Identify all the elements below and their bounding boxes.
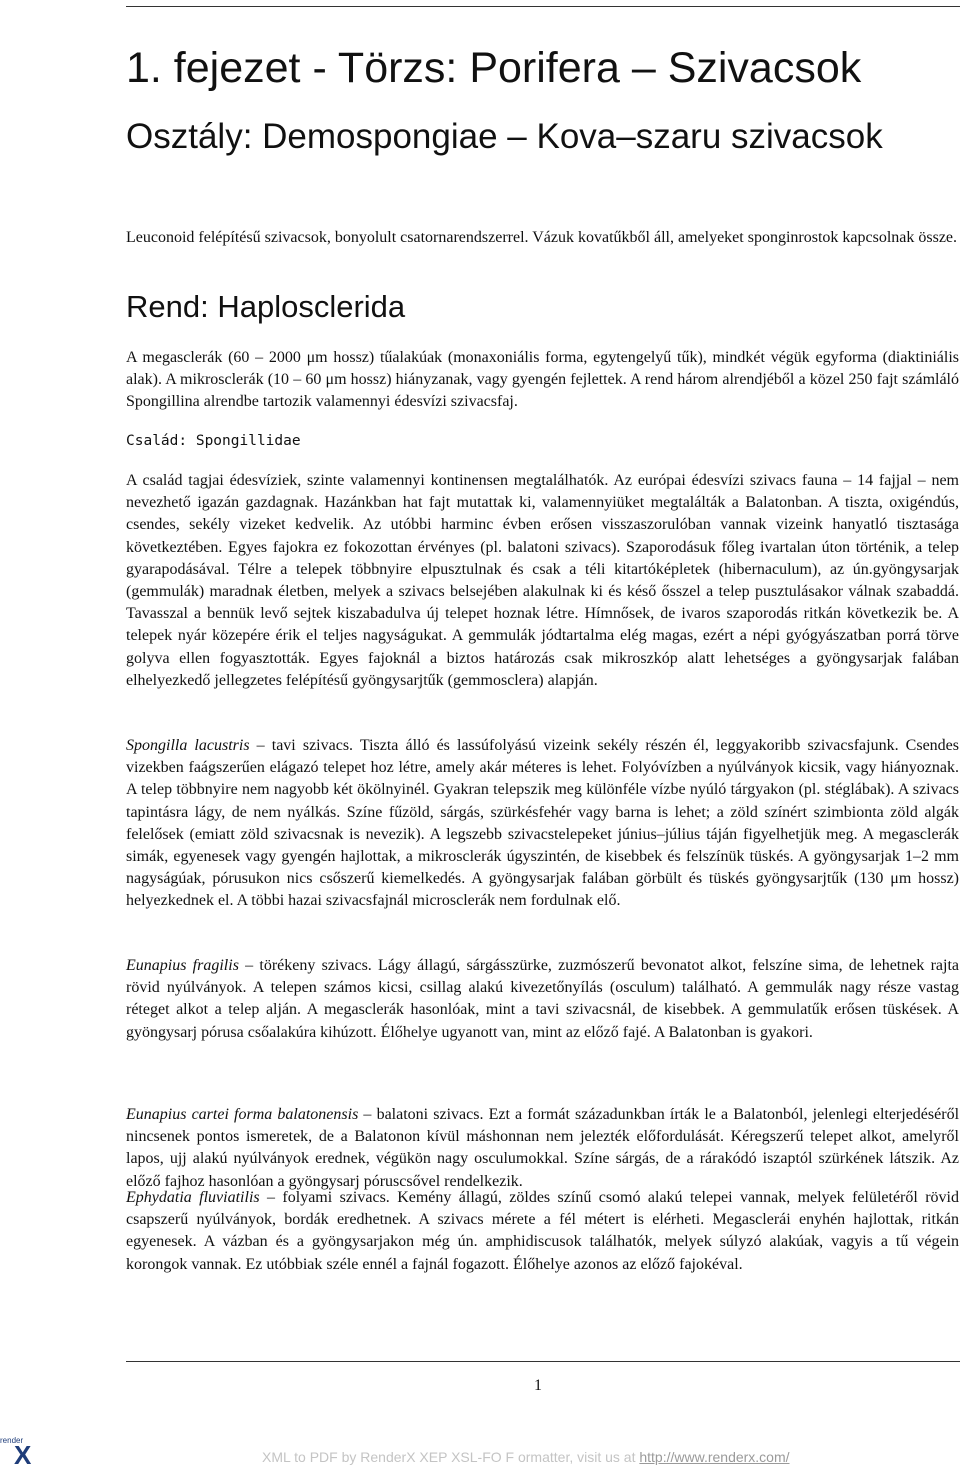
footer-credit (262, 1448, 790, 1466)
species-description: – folyami szivacs. Kemény állagú, zöldes színű csomó alakú telepei vannak, melyek felületéről rövid csapszerű nyúlványok, bordák eredhetnek. A szivacs mérete a fél métert is elérheti. Megasclerái enyhén hajlottak, ritkán egyenesek. A vázban és a gyöngysarjakon még ún. amphidiscusok találhatók, melyek súlyzó alakúak, vagyis a tű végein korongok vannak. Ez utóbbiak széle ennél a fajnál fogazott. Élőhelye azonos az előző fajokéval. (126, 1189, 959, 1273)
class-title: Osztály: Demospongiae – Kova–szaru szivacsok (126, 117, 883, 156)
species-name: Eunapius cartei (126, 1106, 229, 1123)
chapter-title: 1. fejezet - Törzs: Porifera – Szivacsok (126, 44, 862, 92)
species-name: Ephydatia fluviatilis (126, 1189, 260, 1206)
species-name: Eunapius fragilis (126, 957, 239, 974)
species-description: – törékeny szivacs. Lágy állagú, sárgásszürke, zuzmószerű bevonatot alkot, felszíne sima, de lehetnek rajta rövid nyúlványok. A telepen számos kicsi, csillag alakú kivezetőnyílás (osculum) található. A gemmulák nagy része vastag réteget alkot a telep alján. A megasclerák hasonlóak, mint a tavi szivacsnál, de kisebbek. A gemmulatűk erősen tüskések. A gyöngysarj pórusa csőalakúra kihúzott. Élőhelye ugyanott van, mint az előző fajé. A Balatonban is gyakori. (126, 957, 959, 1041)
footer-link[interactable]: http://www.renderx.com/ (639, 1449, 790, 1465)
renderx-logo (0, 1434, 44, 1465)
species-description: – tavi szivacs. Tiszta álló és lassúfolyású vizeink sekély részén él, leggyakoribb szivacsfajunk. Csendes vizekben faágszerűen elágazó telepet hoz létre, amely akár méteres is lehet. Folyóvízben a nyúlványok kicsik, vagy hiányoznak. A telep többnyire nem nagyobb két ökölnyinél. Gyakran telepszik meg különféle vízbe nyúló tárgyakon (pl. stéglábak). A szivacs tapintásra lágy, de nem nyálkás. Színe fűzöld, sárgás, szürkésfehér vagy barna is lehet; a zöld színért szimbionta zöld algák felelősek (emiatt zöld szivacsnak is nevezik). A legszebb szivacstelepeket június–július táján figyelhetjük meg. A megasclerák simák, egyenesek vagy gyengén hajlottak, a mikrosclerák úgyszintén, de kisebbek és felszínük tüskés. A gyöngysarjak 1–2 mm nagyságúak, pórusukon nics csőszerű kiemelkedés. A gyöngysarjak falában görbült és tüskés gyöngysarjtűk (130 μm hossz) helyezkednek el. A többi hazai szivacsfajnál microsclerák nem fordulnak elő. (126, 737, 960, 910)
logo-word: render (0, 1436, 24, 1445)
order-paragraph: A megasclerák (60 – 2000 μm hossz) tűalakúak (monaxoniális forma, egytengelyű tűk), mindkét végük egyforma (diaktiniális alak). A mikrosclerák (10 – 60 μm hossz) hiányzanak, vagy gyengén fejlettek. A rend három alrendjéből a közel 250 fajt számláló Spongillina alrendbe tartozik valamennyi édesvízi szivacsfaj. (126, 349, 959, 411)
species-paragraph-ephydatia-fluviatilis (126, 1187, 959, 1276)
order-title: Rend: Haplosclerida (126, 289, 406, 324)
footer-text: XML to PDF by RenderX XEP XSL-FO F ormatter, visit us at (262, 1449, 640, 1465)
species-name: Spongilla lacustris (126, 737, 250, 754)
page-number: 1 (534, 1377, 542, 1394)
logo-letter: X (14, 1440, 32, 1465)
species-form-name: balatonensis (277, 1106, 359, 1123)
footer-rule (126, 1361, 960, 1362)
intro-paragraph: Leuconoid felépítésű szivacsok, bonyolult csatornarendszerrel. Vázuk kovatűkből áll, amelyeket sponginrostok kapcsolnak össze. (126, 229, 958, 246)
species-paragraph-eunapius-cartei (126, 1104, 959, 1193)
species-paragraph-spongilla-lacustris (126, 735, 959, 913)
family-title: Család: Spongillidae (126, 433, 301, 449)
species-form-label: forma (228, 1106, 278, 1123)
family-paragraph: A család tagjai édesvíziek, szinte valamennyi kontinensen megtalálhatók. Az európai édesvízi szivacs fauna – 14 fajjal – nem nevezhető igazán gazdagnak. Hazánkban hat fajt mutattak ki, valamennyiüket megtalálták a Balatonban. A tiszta, oxigéndús, csendes, sekély vizeket kedvelik. Az utóbbi harminc évben erősen visszaszorulóban vannak vizeink hanyatló tisztasága következtében. Egyes fajokra ez fokozottan érvényes (pl. balatoni szivacs). Szaporodásuk főleg ivartalan úton történik, a telep gyarapodásával. Télre a telepek többnyire elpusztulnak és csak a téli kitartóképletek (hibernaculum), az ún.gyöngysarjak (gemmulák) maradnak életben, melyek a szivacs belsejében alakulnak ki és késő ősszel a telep pusztulásakor válnak szabaddá. Tavasszal a bennük levő sejtek kiszabadulva új telepet hoznak létre. Hímnősek, de ivaros szaporodás ritkán következik be. A telepek nyár közepére érik el teljes nagyságukat. A gemmulák jódtartalma elég magas, ezért a népi gyógyászatban porrá törve golyva ellen fogyasztották. Egyes fajoknál a biztos határozás csak mikroszkóp alatt lehetséges a gyöngysarjak falában elhelyezkedő jellegzetes felépítésű gyöngysarjtűk (gemmosclera) alapján. (126, 472, 959, 689)
header-rule (126, 6, 960, 7)
species-paragraph-eunapius-fragilis (126, 955, 959, 1044)
species-description: – balatoni szivacs. Ezt a formát századunkban írták le a Balatonból, jelenlegi elterjedéséről nincsenek pontos ismeretek, de a Balatonon kívül máshonnan nem jelezték előfordulását. Kéregszerű telepet alkot, amelyről lapos, ujj alakú nyúlványok erednek, végükön nagy osculumokkal. Színe sárgás, de a rárakódó iszaptól szürkének látszik. Az előző fajhoz hasonlóan a gyöngysarj póruscsővel rendelkezik. (126, 1106, 960, 1190)
